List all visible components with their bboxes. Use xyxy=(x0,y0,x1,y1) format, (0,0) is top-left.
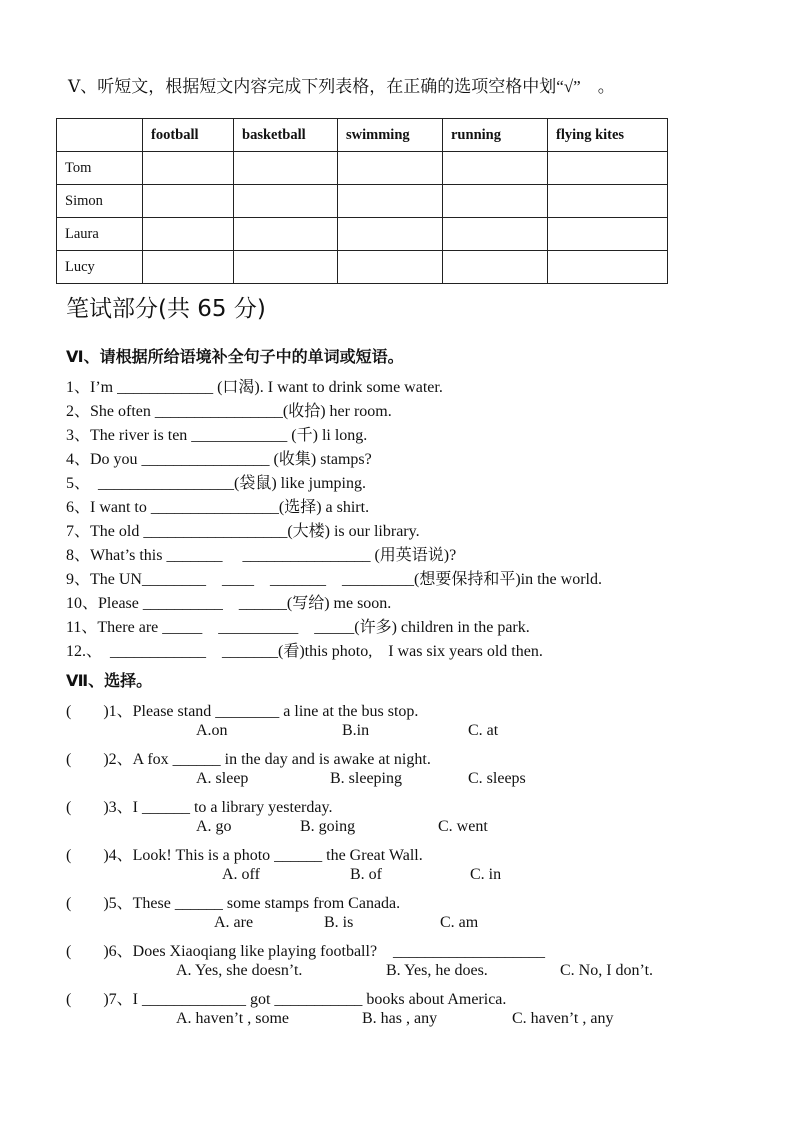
option-c[interactable]: C. sleeps xyxy=(468,770,526,787)
answer-cell[interactable] xyxy=(143,218,234,251)
fill-item[interactable]: 10、Please __________ ______(写给) me soon. xyxy=(66,595,392,612)
answer-cell[interactable] xyxy=(338,185,443,218)
fill-item[interactable]: 3、The river is ten ____________ (千) li long. xyxy=(66,427,368,444)
option-b[interactable]: B. is xyxy=(324,914,354,931)
option-b[interactable]: B.in xyxy=(342,722,370,739)
column-header: flying kites xyxy=(548,119,668,152)
option-a[interactable]: A. are xyxy=(214,914,254,931)
choice-question[interactable]: ( )7、I _____________ got ___________ books about America. xyxy=(66,991,507,1008)
option-a[interactable]: A. haven’t , some xyxy=(176,1010,290,1027)
answer-cell[interactable] xyxy=(443,152,548,185)
answer-cell[interactable] xyxy=(234,185,338,218)
fill-item[interactable]: 6、I want to ________________(选择) a shirt. xyxy=(66,499,370,516)
option-c[interactable]: C. in xyxy=(470,866,502,883)
section-5-title: Ⅴ、听短文，根据短文内容完成下列表格，在正确的选项空格中划“√” 。 xyxy=(68,77,615,96)
table-row xyxy=(57,185,668,218)
answer-cell[interactable] xyxy=(338,218,443,251)
option-a[interactable]: A. sleep xyxy=(196,770,249,787)
answer-cell[interactable] xyxy=(443,185,548,218)
choice-question[interactable]: ( )6、Does Xiaoqiang like playing football? ___________________ xyxy=(66,943,546,960)
answer-cell[interactable] xyxy=(234,218,338,251)
option-c[interactable]: C. at xyxy=(468,722,499,739)
answer-cell[interactable] xyxy=(338,251,443,284)
option-b[interactable]: B. sleeping xyxy=(330,770,402,787)
fill-item[interactable]: 9、The UN________ ____ _______ _________(想要保持和平)in the world. xyxy=(66,571,602,588)
row-label: Lucy xyxy=(57,251,143,284)
table-corner-cell xyxy=(57,119,143,152)
fill-item[interactable]: 1、I’m ____________ (口渴). I want to drink some water. xyxy=(66,379,443,396)
column-header: football xyxy=(143,119,234,152)
table-header-row xyxy=(57,119,668,152)
table-row xyxy=(57,218,668,251)
answer-cell[interactable] xyxy=(548,251,668,284)
option-a[interactable]: A. Yes, she doesn’t. xyxy=(176,962,303,979)
choice-question[interactable]: ( )3、I ______ to a library yesterday. xyxy=(66,799,333,816)
answer-cell[interactable] xyxy=(143,152,234,185)
row-label: Laura xyxy=(57,218,143,251)
option-b[interactable]: B. has , any xyxy=(362,1010,438,1027)
fill-item[interactable]: 7、The old __________________(大楼) is our library. xyxy=(66,523,420,540)
choice-question[interactable]: ( )5、These ______ some stamps from Canada. xyxy=(66,895,401,912)
choice-question[interactable]: ( )2、A fox ______ in the day and is awake at night. xyxy=(66,751,431,768)
column-header: basketball xyxy=(234,119,338,152)
answer-cell[interactable] xyxy=(234,152,338,185)
row-label: Simon xyxy=(57,185,143,218)
option-b[interactable]: B. of xyxy=(350,866,382,883)
choice-question[interactable]: ( )4、Look! This is a photo ______ the Great Wall. xyxy=(66,847,423,864)
answer-cell[interactable] xyxy=(443,251,548,284)
section-6-title: Ⅵ、请根据所给语境补全句子中的单词或短语。 xyxy=(66,347,404,366)
fill-item[interactable]: 4、Do you ________________ (收集) stamps? xyxy=(66,451,372,468)
option-c[interactable]: C. am xyxy=(440,914,479,931)
option-c[interactable]: C. haven’t , any xyxy=(512,1010,614,1027)
answer-cell[interactable] xyxy=(548,185,668,218)
written-part-title: 笔试部分(共 65 分) xyxy=(66,296,266,322)
section-7-title: Ⅶ、选择。 xyxy=(66,671,153,690)
answer-cell[interactable] xyxy=(234,251,338,284)
listening-table xyxy=(56,118,668,284)
table-row xyxy=(57,152,668,185)
fill-item[interactable]: 11、There are _____ __________ _____(许多) children in the park. xyxy=(66,619,530,636)
answer-cell[interactable] xyxy=(548,152,668,185)
option-a[interactable]: A. off xyxy=(222,866,260,883)
fill-item[interactable]: 8、What’s this _______ ________________ (用英语说)? xyxy=(66,547,457,564)
column-header: swimming xyxy=(338,119,443,152)
option-a[interactable]: A.on xyxy=(196,722,228,739)
answer-cell[interactable] xyxy=(143,185,234,218)
answer-cell[interactable] xyxy=(338,152,443,185)
option-b[interactable]: B. going xyxy=(300,818,356,835)
answer-cell[interactable] xyxy=(443,218,548,251)
choice-question[interactable]: ( )1、Please stand ________ a line at the bus stop. xyxy=(66,703,419,720)
fill-item[interactable]: 5、 _________________(袋鼠) like jumping. xyxy=(66,475,366,492)
answer-cell[interactable] xyxy=(143,251,234,284)
option-a[interactable]: A. go xyxy=(196,818,232,835)
column-header: running xyxy=(443,119,548,152)
option-c[interactable]: C. No, I don’t. xyxy=(560,962,654,979)
fill-item[interactable]: 12.、 ____________ _______(看)this photo, I was six years old then. xyxy=(66,643,543,660)
option-c[interactable]: C. went xyxy=(438,818,488,835)
row-label: Tom xyxy=(57,152,143,185)
answer-cell[interactable] xyxy=(548,218,668,251)
fill-item[interactable]: 2、She often ________________(收拾) her room. xyxy=(66,403,392,420)
option-b[interactable]: B. Yes, he does. xyxy=(386,962,488,979)
table-row xyxy=(57,251,668,284)
